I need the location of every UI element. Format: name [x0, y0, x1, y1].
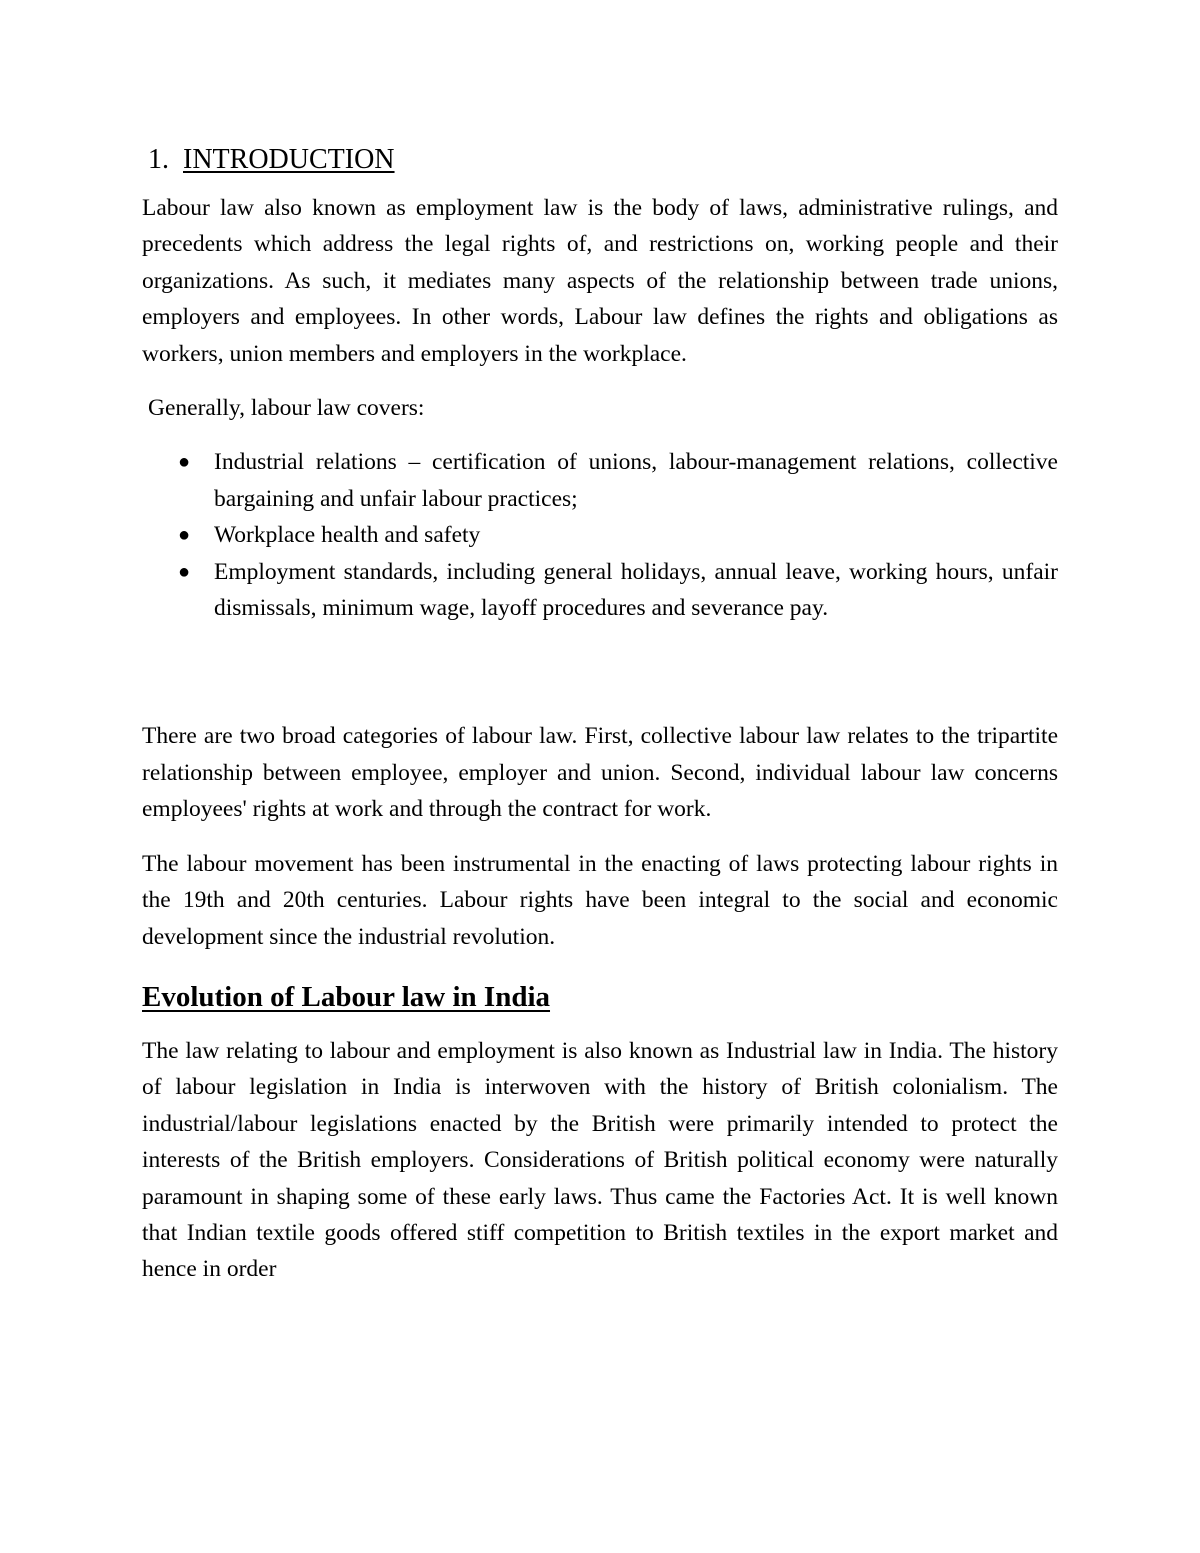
heading-number: 1.	[148, 144, 169, 175]
labour-movement-paragraph: The labour movement has been instrumental in the enacting of laws protecting labour rights in the 19th and 20th centuries. Labour rights have been integral to the social and economic development since the industrial revolution.	[142, 850, 1058, 950]
bullet-icon: ●	[178, 451, 191, 474]
list-item	[142, 554, 1058, 627]
covers-list	[142, 444, 1058, 626]
evolution-paragraph: The law relating to labour and employment is also known as Industrial law in India. The history of labour legislation in India is interwoven with the history of British colonialism. The industrial/labour legislations enacted by the British were primarily intended to protect the interests of the British employers. Considerations of British political economy were naturally paramount in shaping some of these early laws. Thus came the Factories Act. It is well known that Indian textile goods offered stiff competition to British textiles in the export market and hence in order	[142, 1037, 1058, 1283]
bullet-icon: ●	[178, 524, 191, 547]
intro-paragraph: Labour law also known as employment law is the body of laws, administrative rulings, and precedents which address the legal rights of, and restrictions on, working people and their organizations. As such, it mediates many aspects of the relationship between trade unions, employers and employees. In other words, Labour law defines the rights and obligations as workers, union members and employers in the workplace.	[142, 195, 1058, 367]
list-item	[142, 444, 1058, 517]
bullet-icon: ●	[178, 560, 191, 583]
heading-title: INTRODUCTION	[183, 144, 395, 175]
section-heading-evolution: Evolution of Labour law in India	[142, 980, 551, 1013]
section-heading-introduction	[148, 140, 1058, 180]
list-item	[142, 517, 1058, 553]
page-content	[142, 140, 1058, 1288]
categories-paragraph: There are two broad categories of labour law. First, collective labour law relates to the tripartite relationship between employee, employer and union. Second, individual labour law concerns employees' rights at work and through the contract for work.	[142, 723, 1058, 823]
covers-intro-text: Generally, labour law covers:	[148, 395, 425, 422]
list-item-text: Workplace health and safety	[214, 522, 481, 549]
blank-space	[142, 626, 1058, 718]
list-item-text: Employment standards, including general holidays, annual leave, working hours, unfair dismissals, minimum wage, layoff procedures and severance pay.	[214, 558, 1058, 622]
list-item-text: Industrial relations – certification of unions, labour-management relations, collective bargaining and unfair labour practices;	[214, 449, 1058, 512]
